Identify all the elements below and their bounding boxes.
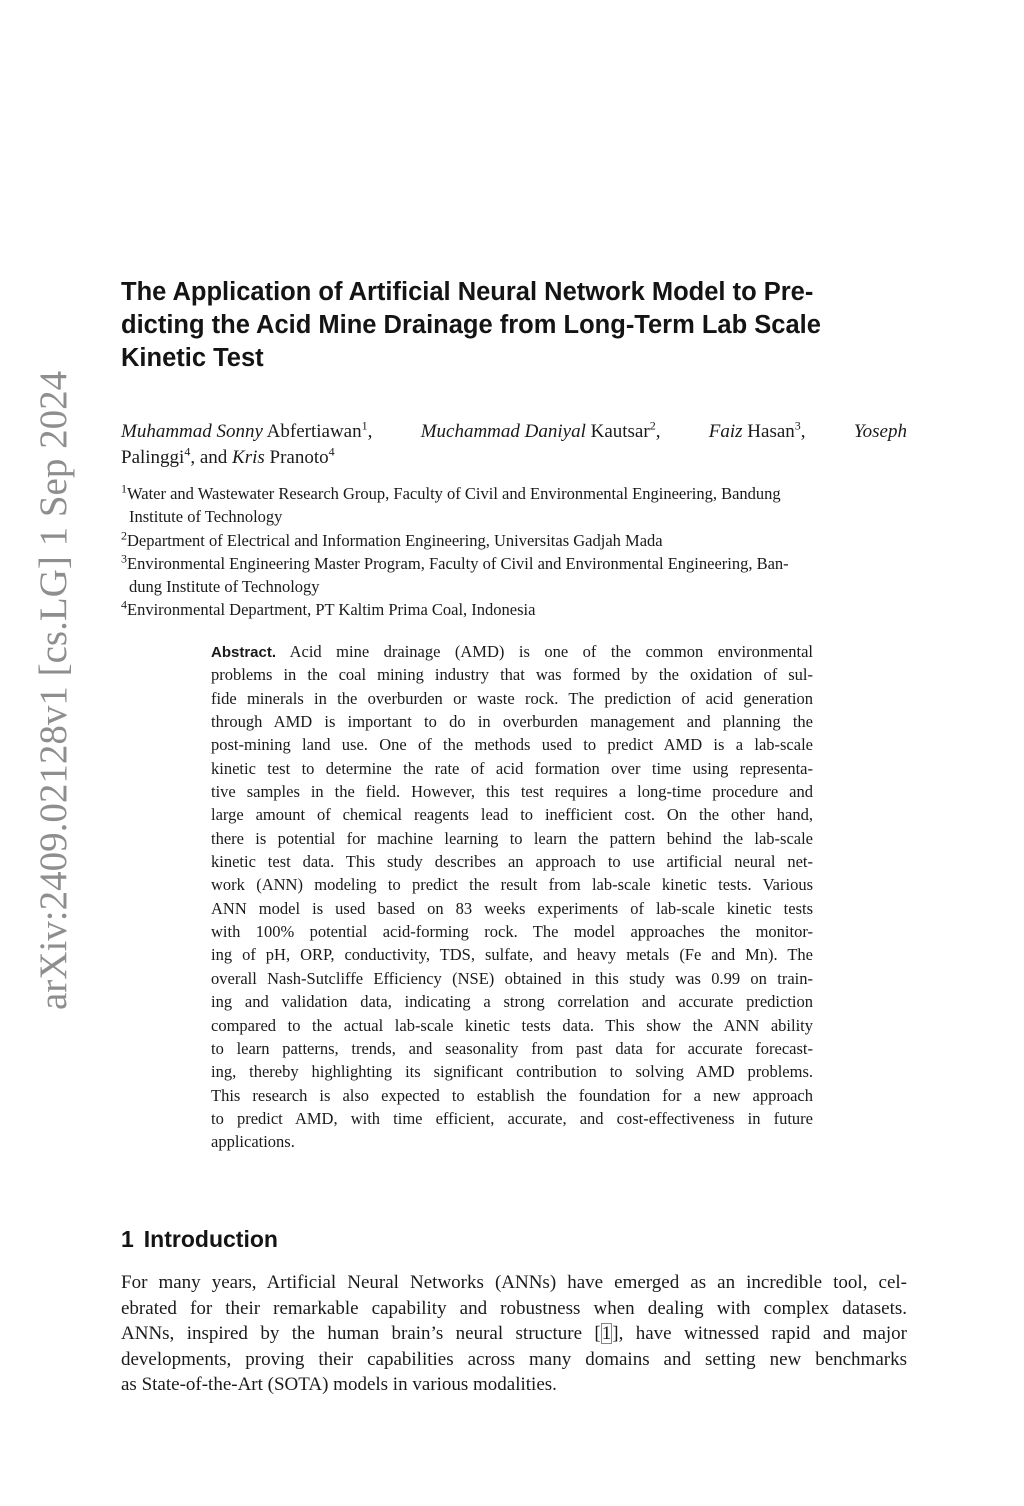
affiliation bbox=[121, 482, 907, 529]
abstract bbox=[211, 640, 813, 1154]
abstract-line: problems in the coal mining industry that was formed by the oxidation of sul- bbox=[211, 665, 813, 685]
abstract-line: through AMD is important to do in overburden management and planning the bbox=[211, 712, 813, 732]
affiliation-line: $^2$Department of Electrical and Information Engineering, Universitas Gadjah Mada bbox=[121, 528, 663, 550]
author-list bbox=[121, 419, 907, 471]
author: Faiz Hasan$^3$, bbox=[708, 418, 806, 442]
paragraph-line: For many years, Artificial Neural Networks (ANNs) have emerged as an incredible tool, cel- bbox=[121, 1272, 907, 1293]
paper-title bbox=[121, 276, 907, 375]
abstract-line: to predict AMD, with time efficient, accurate, and cost-effectiveness in future bbox=[211, 1108, 813, 1128]
paragraph-line: ANNs, inspired by the human brain’s neural structure [1], have witnessed rapid and major bbox=[121, 1323, 907, 1344]
abstract-label: Abstract. bbox=[211, 644, 277, 661]
affiliation-line: Institute of Technology bbox=[129, 507, 283, 527]
author: Palinggi$^4$, and Kris Pranoto$^4$ bbox=[121, 444, 335, 468]
abstract-line: ing, thereby highlighting its significant contribution to solving AMD problems. bbox=[211, 1062, 813, 1082]
affiliation-line: $^4$Environmental Department, PT Kaltim Prima Coal, Indonesia bbox=[121, 597, 536, 620]
introduction-paragraph bbox=[121, 1270, 907, 1398]
title-line: The Application of Artificial Neural Network Model to Pre- bbox=[121, 278, 814, 306]
section-heading-introduction bbox=[121, 1224, 278, 1254]
abstract-line: ANN model is used based on 83 weeks experiments of lab-scale kinetic tests bbox=[211, 898, 813, 918]
affiliation bbox=[121, 529, 907, 552]
title-line: Kinetic Test bbox=[121, 344, 264, 372]
section-number: 1 bbox=[121, 1226, 134, 1252]
abstract-line: large amount of chemical reagents lead to inefficient cost. On the other hand, bbox=[211, 805, 813, 825]
affiliation-line: $^1$Water and Wastewater Research Group, Faculty of Civil and Environmental Engineering, Bandung bbox=[121, 481, 781, 503]
abstract-line: This research is also expected to establish the foundation for a new approach bbox=[211, 1085, 813, 1105]
abstract-line: ing of pH, ORP, conductivity, TDS, sulfate, and heavy metals (Fe and Mn). The bbox=[211, 945, 813, 965]
abstract-line: with 100% potential acid-forming rock. The model approaches the monitor- bbox=[211, 922, 813, 942]
abstract-line: tive samples in the field. However, this test requires a long-time procedure and bbox=[211, 782, 813, 802]
abstract-line: kinetic test data. This study describes an approach to use artificial neural net- bbox=[211, 852, 813, 872]
paragraph-line: ebrated for their remarkable capability and robustness when dealing with complex datasets. bbox=[121, 1297, 907, 1319]
abstract-line: there is potential for machine learning to learn the pattern behind the lab-scale bbox=[211, 828, 813, 848]
author: Muhammad Sonny Abfertiawan$^1$, bbox=[121, 418, 373, 442]
affiliation bbox=[121, 598, 907, 621]
abstract-line: work (ANN) modeling to predict the result from lab-scale kinetic tests. Various bbox=[211, 875, 813, 895]
affiliation-line: dung Institute of Technology bbox=[129, 577, 320, 597]
abstract-line: post-mining land use. One of the methods used to predict AMD is a lab-scale bbox=[211, 735, 813, 755]
abstract-line: applications. bbox=[211, 1132, 295, 1152]
abstract-line: to learn patterns, trends, and seasonality from past data for accurate forecast- bbox=[211, 1038, 813, 1058]
author: Muchammad Daniyal Kautsar$^2$, bbox=[420, 418, 661, 442]
paragraph-line: developments, proving their capabilities across many domains and setting new benchmarks bbox=[121, 1348, 907, 1370]
affiliation-line: $^3$Environmental Engineering Master Program, Faculty of Civil and Environmental Engineering, Ban- bbox=[121, 551, 789, 573]
affiliation bbox=[121, 552, 907, 599]
abstract-line: fide minerals in the overburden or waste rock. The prediction of acid generation bbox=[211, 688, 813, 708]
paragraph-line: as State-of-the-Art (SOTA) models in various modalities. bbox=[121, 1374, 557, 1395]
author-given-name: Yoseph bbox=[853, 421, 907, 442]
abstract-line: compared to the actual lab-scale kinetic tests data. This show the ANN ability bbox=[211, 1015, 813, 1035]
title-line: dicting the Acid Mine Drainage from Long-Term Lab Scale bbox=[121, 311, 821, 339]
abstract-line: Abstract. Acid mine drainage (AMD) is one of the common environmental bbox=[211, 642, 814, 661]
affiliation-list bbox=[121, 482, 907, 622]
author-line bbox=[121, 445, 907, 471]
section-title: Introduction bbox=[143, 1226, 278, 1252]
abstract-line: ing and validation data, indicating a strong correlation and accurate prediction bbox=[211, 992, 813, 1012]
arxiv-identifier-stamp: arXiv:2409.02128v1 [cs.LG] 1 Sep 2024 bbox=[32, 370, 75, 1010]
abstract-line: overall Nash-Sutcliffe Efficiency (NSE) obtained in this study was 0.99 on train- bbox=[211, 968, 813, 988]
author-line bbox=[121, 419, 907, 445]
citation-link[interactable]: 1 bbox=[601, 1323, 612, 1344]
abstract-line: kinetic test to determine the rate of acid formation over time using representa- bbox=[211, 758, 813, 778]
